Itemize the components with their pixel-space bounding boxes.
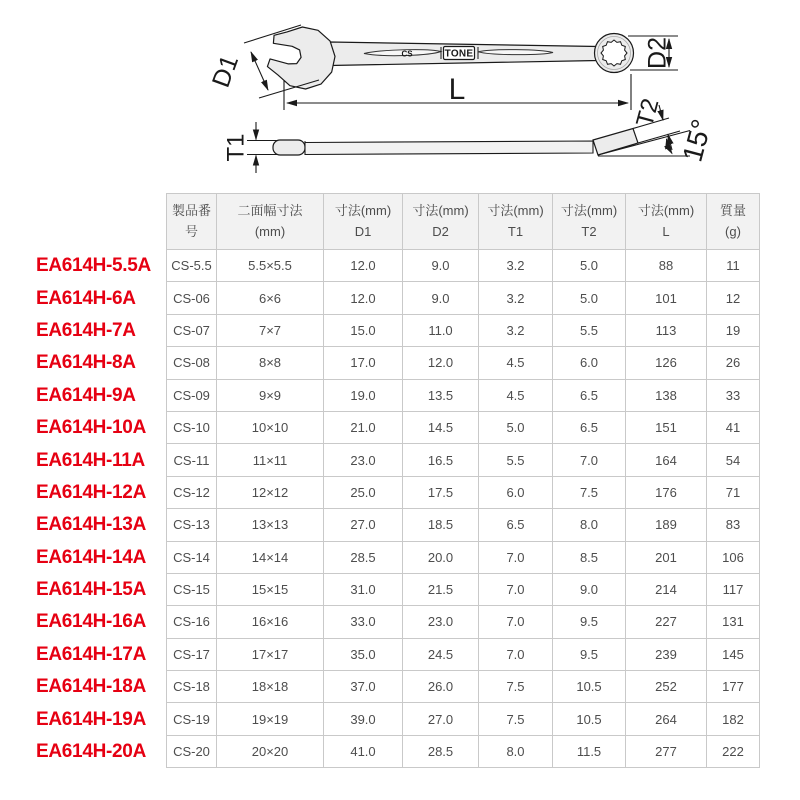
table-row	[167, 379, 760, 411]
cell-mass: 71	[707, 476, 760, 508]
cell-t1: 6.5	[479, 509, 553, 541]
cell-size: 9×9	[217, 379, 324, 411]
table-row	[167, 282, 760, 314]
cell-code: CS-5.5	[167, 250, 217, 282]
dim-label-angle: 15°	[676, 115, 718, 165]
cell-t1: 4.5	[479, 347, 553, 379]
column-header	[626, 194, 707, 250]
column-header	[324, 194, 403, 250]
column-header	[167, 194, 217, 250]
cell-mass: 177	[707, 671, 760, 703]
wrench-diagram	[0, 0, 800, 190]
product-code-label: EA614H-16A	[36, 611, 146, 633]
product-code-label: EA614H-12A	[36, 481, 146, 503]
table-row	[167, 444, 760, 476]
cell-code: CS-19	[167, 703, 217, 735]
cell-d2: 24.5	[403, 638, 479, 670]
side-box-end-15deg	[593, 129, 638, 156]
cell-d1: 39.0	[324, 703, 403, 735]
cell-l: 227	[626, 606, 707, 638]
cell-t1: 3.2	[479, 250, 553, 282]
table-row	[167, 735, 760, 767]
cell-size: 12×12	[217, 476, 324, 508]
shaft-groove-right	[478, 50, 553, 55]
cell-d1: 25.0	[324, 476, 403, 508]
cell-t2: 8.5	[553, 541, 626, 573]
cell-d1: 33.0	[324, 606, 403, 638]
cell-d1: 28.5	[324, 541, 403, 573]
column-header-line1: 寸法(mm)	[637, 203, 695, 219]
cell-t1: 7.0	[479, 573, 553, 605]
cell-d2: 27.0	[403, 703, 479, 735]
cell-l: 201	[626, 541, 707, 573]
product-code-label: EA614H-10A	[36, 417, 146, 439]
brand-logo-text: TONE	[444, 48, 474, 60]
column-header-line2: (mm)	[254, 223, 286, 239]
cell-mass: 83	[707, 509, 760, 541]
cell-mass: 12	[707, 282, 760, 314]
cell-d1: 15.0	[324, 314, 403, 346]
dim-label-l: L	[448, 73, 466, 106]
cell-l: 189	[626, 509, 707, 541]
product-code-label: EA614H-20A	[36, 741, 146, 763]
column-header-line1: 寸法(mm)	[334, 203, 392, 219]
cell-l: 151	[626, 411, 707, 443]
dim-label-t2: T2	[631, 95, 665, 130]
cell-l: 101	[626, 282, 707, 314]
table-row	[167, 411, 760, 443]
cell-d2: 21.5	[403, 573, 479, 605]
cell-t1: 3.2	[479, 282, 553, 314]
product-code-list	[36, 250, 171, 768]
wrench-side-view	[273, 129, 638, 156]
cell-d1: 31.0	[324, 573, 403, 605]
column-header-line2: T1	[507, 223, 524, 239]
spec-table-wrap	[166, 193, 760, 768]
cell-t2: 6.5	[553, 411, 626, 443]
table-row	[167, 314, 760, 346]
product-code-label: EA614H-6A	[36, 287, 136, 309]
cell-d2: 14.5	[403, 411, 479, 443]
cell-d1: 37.0	[324, 671, 403, 703]
cell-d2: 26.0	[403, 671, 479, 703]
column-header-line2: D2	[432, 223, 449, 239]
cell-l: 126	[626, 347, 707, 379]
cell-l: 264	[626, 703, 707, 735]
table-row	[167, 541, 760, 573]
cell-t1: 3.2	[479, 314, 553, 346]
table-row	[167, 703, 760, 735]
cell-mass: 131	[707, 606, 760, 638]
cell-d2: 28.5	[403, 735, 479, 767]
cell-size: 15×15	[217, 573, 324, 605]
column-header-line1: 質量	[719, 203, 746, 219]
cell-size: 10×10	[217, 411, 324, 443]
cell-size: 16×16	[217, 606, 324, 638]
column-header-line2: 号	[184, 223, 198, 239]
cell-t1: 7.0	[479, 638, 553, 670]
cell-code: CS-12	[167, 476, 217, 508]
cell-d2: 23.0	[403, 606, 479, 638]
product-code-label: EA614H-11A	[36, 449, 145, 471]
header-row	[167, 194, 760, 250]
table-row	[167, 250, 760, 282]
product-code-label: EA614H-19A	[36, 708, 146, 730]
cell-d1: 12.0	[324, 250, 403, 282]
table-row	[167, 347, 760, 379]
cell-code: CS-20	[167, 735, 217, 767]
cell-d2: 17.5	[403, 476, 479, 508]
cell-code: CS-14	[167, 541, 217, 573]
dim-label-d2: D2	[643, 37, 672, 69]
cell-l: 138	[626, 379, 707, 411]
column-header-line2: L	[662, 223, 670, 239]
spec-table	[166, 193, 760, 768]
cell-d2: 11.0	[403, 314, 479, 346]
cell-code: CS-09	[167, 379, 217, 411]
cell-d2: 9.0	[403, 282, 479, 314]
cell-t1: 7.0	[479, 541, 553, 573]
cell-t2: 7.0	[553, 444, 626, 476]
cell-code: CS-10	[167, 411, 217, 443]
cell-d2: 13.5	[403, 379, 479, 411]
cell-d2: 18.5	[403, 509, 479, 541]
cell-mass: 222	[707, 735, 760, 767]
cell-t1: 7.5	[479, 671, 553, 703]
cell-code: CS-17	[167, 638, 217, 670]
cell-t1: 4.5	[479, 379, 553, 411]
cell-size: 6×6	[217, 282, 324, 314]
cell-size: 14×14	[217, 541, 324, 573]
cell-size: 18×18	[217, 671, 324, 703]
product-code-label: EA614H-5.5A	[36, 255, 151, 277]
cell-t1: 7.0	[479, 606, 553, 638]
cell-size: 13×13	[217, 509, 324, 541]
column-header	[553, 194, 626, 250]
cell-d1: 27.0	[324, 509, 403, 541]
cell-t2: 9.5	[553, 638, 626, 670]
column-header-line1: 寸法(mm)	[487, 203, 544, 219]
cell-t2: 6.0	[553, 347, 626, 379]
cell-size: 17×17	[217, 638, 324, 670]
cell-d1: 41.0	[324, 735, 403, 767]
cell-l: 164	[626, 444, 707, 476]
cell-t1: 8.0	[479, 735, 553, 767]
wrench-open-end	[265, 22, 340, 94]
cell-mass: 106	[707, 541, 760, 573]
cell-t1: 5.0	[479, 411, 553, 443]
cell-code: CS-18	[167, 671, 217, 703]
cell-t2: 10.5	[553, 671, 626, 703]
cell-d2: 20.0	[403, 541, 479, 573]
side-open-end	[273, 140, 305, 155]
product-code-label: EA614H-17A	[36, 643, 146, 665]
column-header-line1: 二面幅寸法	[237, 203, 303, 219]
cell-d1: 19.0	[324, 379, 403, 411]
column-header	[707, 194, 760, 250]
cell-mass: 54	[707, 444, 760, 476]
cell-t2: 5.0	[553, 250, 626, 282]
cell-mass: 145	[707, 638, 760, 670]
dim-label-d1: D1	[206, 51, 245, 92]
cell-t2: 9.0	[553, 573, 626, 605]
cell-l: 277	[626, 735, 707, 767]
cell-size: 19×19	[217, 703, 324, 735]
cell-mass: 33	[707, 379, 760, 411]
column-header	[403, 194, 479, 250]
product-code-label: EA614H-8A	[36, 352, 136, 374]
cell-t2: 7.5	[553, 476, 626, 508]
cell-mass: 182	[707, 703, 760, 735]
cell-code: CS-13	[167, 509, 217, 541]
column-header-line1: 寸法(mm)	[560, 203, 618, 219]
table-row	[167, 509, 760, 541]
cell-t2: 6.5	[553, 379, 626, 411]
cell-code: CS-15	[167, 573, 217, 605]
column-header-line2: D1	[354, 223, 372, 239]
cell-d1: 21.0	[324, 411, 403, 443]
shaft-mark-text: CS	[401, 49, 413, 59]
product-code-label: EA614H-13A	[36, 514, 146, 536]
cell-mass: 19	[707, 314, 760, 346]
cell-t2: 5.0	[553, 282, 626, 314]
column-header-line1: 寸法(mm)	[412, 203, 469, 219]
cell-size: 11×11	[217, 444, 324, 476]
cell-code: CS-16	[167, 606, 217, 638]
product-code-label: EA614H-15A	[36, 579, 146, 601]
cell-mass: 26	[707, 347, 760, 379]
table-row	[167, 606, 760, 638]
cell-mass: 117	[707, 573, 760, 605]
table-row	[167, 671, 760, 703]
cell-code: CS-11	[167, 444, 217, 476]
cell-l: 113	[626, 314, 707, 346]
column-header-line2: T2	[581, 223, 597, 239]
cell-t2: 8.0	[553, 509, 626, 541]
cell-t1: 7.5	[479, 703, 553, 735]
cell-size: 5.5×5.5	[217, 250, 324, 282]
cell-t2: 10.5	[553, 703, 626, 735]
cell-d2: 12.0	[403, 347, 479, 379]
cell-mass: 41	[707, 411, 760, 443]
cell-l: 252	[626, 671, 707, 703]
cell-t2: 9.5	[553, 606, 626, 638]
cell-d2: 9.0	[403, 250, 479, 282]
table-row	[167, 476, 760, 508]
product-code-label: EA614H-14A	[36, 546, 146, 568]
table-row	[167, 573, 760, 605]
cell-l: 176	[626, 476, 707, 508]
cell-code: CS-06	[167, 282, 217, 314]
cell-t1: 5.5	[479, 444, 553, 476]
product-code-label: EA614H-7A	[36, 319, 136, 341]
cell-t2: 5.5	[553, 314, 626, 346]
cell-t1: 6.0	[479, 476, 553, 508]
cell-l: 239	[626, 638, 707, 670]
side-handle	[305, 141, 593, 155]
cell-d1: 17.0	[324, 347, 403, 379]
cell-l: 214	[626, 573, 707, 605]
product-code-label: EA614H-18A	[36, 676, 146, 698]
column-header-line2: (g)	[725, 223, 741, 239]
cell-mass: 11	[707, 250, 760, 282]
cell-size: 7×7	[217, 314, 324, 346]
cell-d1: 23.0	[324, 444, 403, 476]
cell-d1: 35.0	[324, 638, 403, 670]
column-header-line1: 製品番	[171, 203, 211, 219]
cell-size: 20×20	[217, 735, 324, 767]
cell-d2: 16.5	[403, 444, 479, 476]
cell-code: CS-07	[167, 314, 217, 346]
cell-size: 8×8	[217, 347, 324, 379]
cell-t2: 11.5	[553, 735, 626, 767]
dim-label-t1: T1	[222, 133, 250, 162]
table-row	[167, 638, 760, 670]
cell-code: CS-08	[167, 347, 217, 379]
column-header	[479, 194, 553, 250]
product-code-label: EA614H-9A	[36, 384, 136, 406]
cell-d1: 12.0	[324, 282, 403, 314]
cell-l: 88	[626, 250, 707, 282]
column-header	[217, 194, 324, 250]
